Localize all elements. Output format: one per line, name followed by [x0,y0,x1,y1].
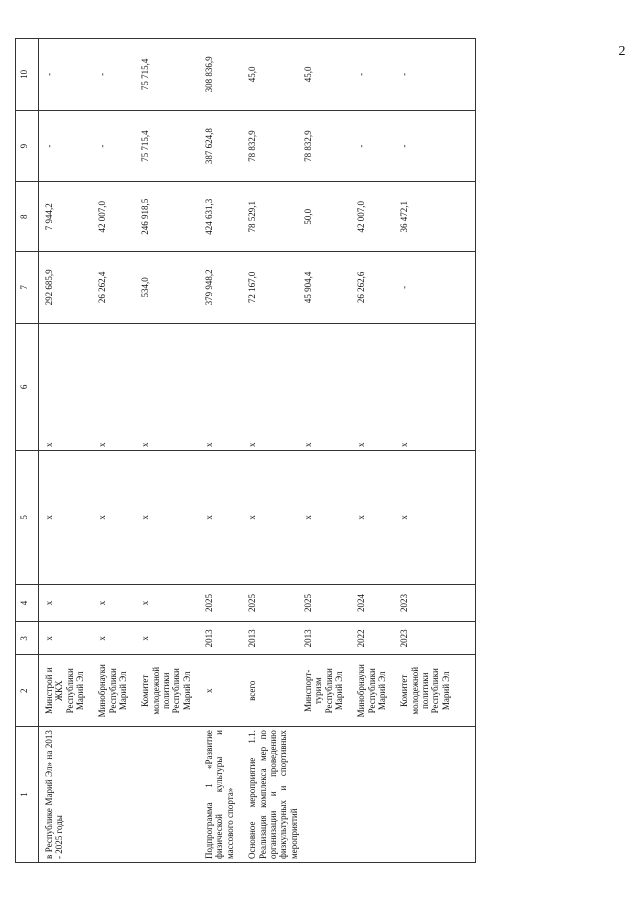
table-cell: 75 715,4 [130,110,194,182]
table-cell: х [194,451,237,585]
table-cell: - [346,110,389,182]
table-cell: 72 167,0 [237,251,301,323]
table-cell: х [130,584,194,621]
page-number: 2 [618,44,626,59]
rotated-table-frame [15,38,505,863]
table-cell: 36 472,1 [389,182,453,252]
table-row [301,39,346,863]
table-cell: х [130,622,194,655]
table-cell: - [87,110,130,182]
table-cell: х [237,323,301,450]
table-cell: х [39,584,88,621]
table-row [346,39,389,863]
column-header: 1 [16,727,39,863]
table-cell: 387 624,8 [194,110,237,182]
table-cell: х [194,655,237,727]
table-cell: 42 007,0 [87,182,130,252]
table-cell: х [346,451,389,585]
border-cell [453,39,476,111]
table-cell: 78 832,9 [237,110,301,182]
table-cell: х [39,451,88,585]
table-cell: Основное мероприятие 1.1. Реализация комплекса мер по организации и проведению физкультурных и спортивных мероприятий [237,727,301,863]
border-cell [453,251,476,323]
table-cell: х [87,622,130,655]
table-cell: 26 262,6 [346,251,389,323]
table-cell: - [39,39,88,111]
table-cell: - [389,39,453,111]
table-cell: - [87,39,130,111]
table-cell: - [39,110,88,182]
table-cell: всего [237,655,301,727]
table-cell: х [301,451,346,585]
table-cell: 2024 [346,584,389,621]
table-cell: 2023 [389,622,453,655]
column-header: 2 [16,655,39,727]
table-cell: х [346,323,389,450]
border-cell [453,182,476,252]
border-cell [453,622,476,655]
table-cell [301,727,346,863]
table-cell: 2023 [389,584,453,621]
table-cell: 45,0 [237,39,301,111]
table-cell: х [39,622,88,655]
table-cell [389,727,453,863]
table-cell: 50,0 [301,182,346,252]
table-row [389,39,453,863]
table-cell [130,727,194,863]
border-cell [453,110,476,182]
table-cell: - [346,39,389,111]
table-cell: Комитет молодежной политики Республики Марий Эл [130,655,194,727]
table-row [130,39,194,863]
table-row [237,39,301,863]
border-cell [453,323,476,450]
table-cell [346,727,389,863]
table-cell: Комитет молодежной политики Республики Марий Эл [389,655,453,727]
table-cell: х [87,584,130,621]
table-cell: - [389,251,453,323]
table-cell: 292 685,9 [39,251,88,323]
table-cell: х [130,451,194,585]
table-cell: 2025 [237,584,301,621]
table-cell: х [194,323,237,450]
table-cell: 534,0 [130,251,194,323]
table-cell: 45 904,4 [301,251,346,323]
table-cell: 2013 [237,622,301,655]
table-cell: 308 836,9 [194,39,237,111]
table-cell: 78 529,1 [237,182,301,252]
table-cell: х [39,323,88,450]
table-cell: х [87,323,130,450]
table-cell: х [389,323,453,450]
table-header-row [16,39,39,863]
table-row [194,39,237,863]
border-cell [453,584,476,621]
table-cell: Минобрнауки Республики Марий Эл [346,655,389,727]
table-cell: 78 832,9 [301,110,346,182]
column-header: 7 [16,251,39,323]
border-cell [453,655,476,727]
table-cell: х [301,323,346,450]
column-header: 4 [16,584,39,621]
border-cell [453,451,476,585]
table-cell: Минобрнауки Республики Марий Эл [87,655,130,727]
column-header: 9 [16,110,39,182]
border-cell [453,727,476,863]
table-bottom-border [453,39,476,863]
table-cell: х [130,323,194,450]
table-cell: 246 918,5 [130,182,194,252]
column-header: 6 [16,323,39,450]
table-row [39,39,88,863]
table-cell: 42 007,0 [346,182,389,252]
table-cell: 424 631,3 [194,182,237,252]
table-cell: 379 948,2 [194,251,237,323]
table-cell: Минстрой и ЖКХ Республики Марий Эл [39,655,88,727]
column-header: 10 [16,39,39,111]
table-cell: х [87,451,130,585]
table-cell: 2025 [194,584,237,621]
table-cell: 2025 [301,584,346,621]
table-cell [87,727,130,863]
table-cell: 45,0 [301,39,346,111]
column-header: 8 [16,182,39,252]
table-cell: 2013 [301,622,346,655]
table-row [87,39,130,863]
table-cell: 7 944,2 [39,182,88,252]
table-cell: 2013 [194,622,237,655]
table-cell: - [389,110,453,182]
program-funding-table [15,38,476,863]
table-cell: 26 262,4 [87,251,130,323]
column-header: 5 [16,451,39,585]
table-cell: х [389,451,453,585]
table-cell: в Республике Марий Эл» на 2013 - 2025 годы [39,727,88,863]
table-cell: Подпрограмма 1 «Развитие физической культуры и массового спорта» [194,727,237,863]
column-header: 3 [16,622,39,655]
table-cell: Минспорт-туризм Республики Марий Эл [301,655,346,727]
table-cell: 2022 [346,622,389,655]
table-cell: 75 715,4 [130,39,194,111]
table-cell: х [237,451,301,585]
